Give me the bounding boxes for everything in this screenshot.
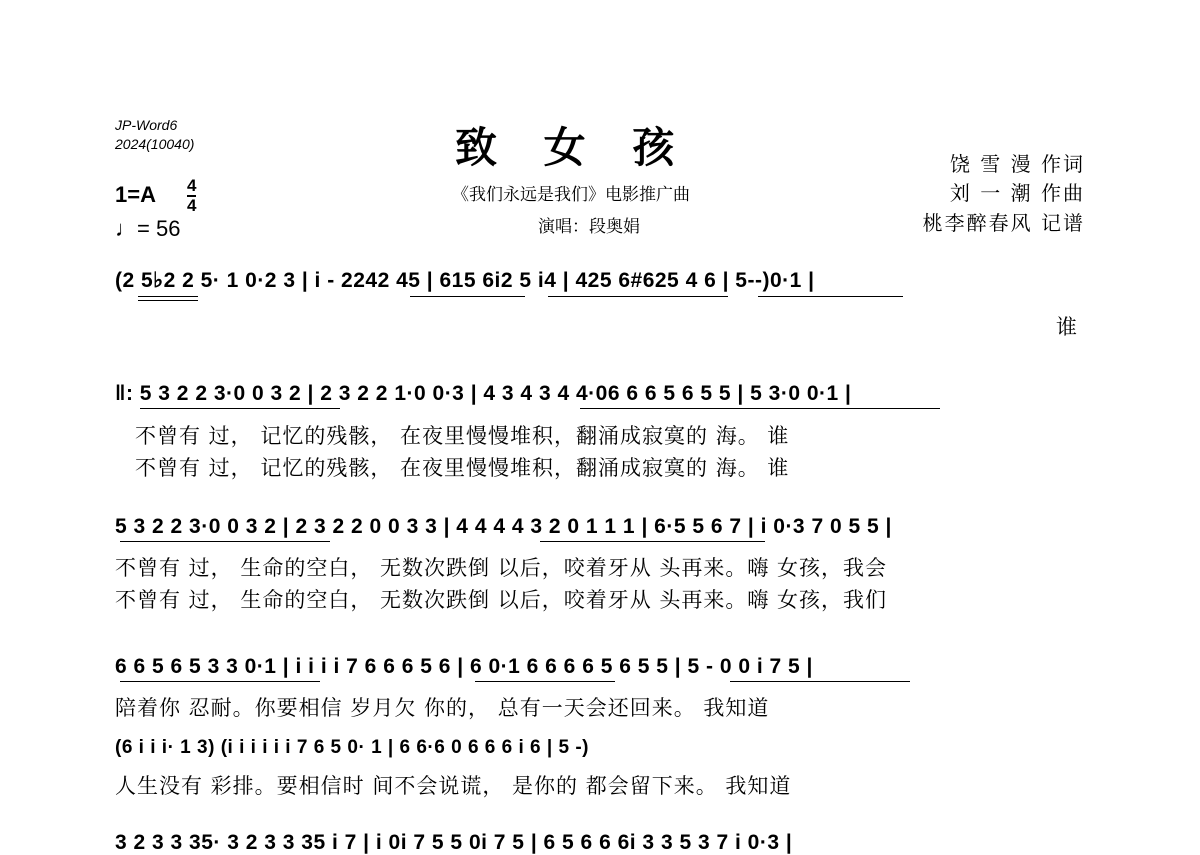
version-label: 2024(10040): [115, 136, 195, 152]
time-signature: [187, 178, 196, 214]
beam-line: [540, 541, 765, 542]
beam-line: [758, 296, 903, 297]
lyric-line-1a: 谁: [1056, 315, 1078, 339]
beam-line: [138, 296, 198, 297]
tempo-marking: ♩= 56: [115, 216, 181, 241]
lyric-line-2a: 不曾有 过， 记忆的残骸， 在夜里慢慢堆积，翻涌成寂寞的 海。 谁: [135, 424, 790, 448]
lyric-line-3b: 不曾有 过， 生命的空白， 无数次跌倒 以后，咬着牙从 头再来。嗨 女孩，我们: [115, 588, 888, 612]
notation-line-5: (6 i i i· 1 3) (i i i i i i 7 6 5 0· 1 | 6 6·6 0 6 6 6 i 6 | 5 -): [115, 737, 589, 758]
beam-line: [730, 681, 910, 682]
composer-credit: 刘 一 潮 作曲: [949, 181, 1085, 205]
beam-line: [120, 541, 330, 542]
lyric-line-5a: 人生没有 彩排。要相信时 间不会说谎， 是你的 都会留下来。 我知道: [115, 774, 792, 798]
notation-line-2: ‖: 5 3 2 2 3·0 0 3 2 | 2 3 2 2 1·0 0·3 | 4 3 4 3 4 4·06 6 6 5 6 5 5 | 5 3·0 0·1 |: [115, 382, 852, 405]
lyric-line-3a: 不曾有 过， 生命的空白， 无数次跌倒 以后，咬着牙从 头再来。嗨 女孩，我会: [115, 556, 888, 580]
beam-line: [140, 408, 340, 409]
singer: 演唱：段奥娟: [538, 217, 640, 237]
notation-line-6: 3 2 3 3 35· 3 2 3 3 35 i 7 | i 0i 7 5 5 0i 7 5 | 6 5 6 6 6i 3 3 5 3 7 i 0·3 |: [115, 831, 793, 854]
time-signature-bottom: 4: [187, 196, 197, 215]
beam-line: [548, 296, 728, 297]
time-signature-top: 4: [187, 176, 197, 195]
page-title: 致 女 孩: [455, 123, 691, 172]
lyric-line-2b: 不曾有 过， 记忆的残骸， 在夜里慢慢堆积，翻涌成寂寞的 海。 谁: [135, 456, 790, 480]
subtitle: 《我们永远是我们》电影推广曲: [452, 185, 690, 205]
beam-line: [580, 408, 940, 409]
software-label: JP-Word6: [115, 117, 178, 133]
transcriber-credit: 桃李醉春风 记谱: [922, 211, 1085, 235]
beam-line: [410, 296, 525, 297]
lyricist-credit: 饶 雪 漫 作词: [949, 152, 1085, 176]
beam-line: [138, 300, 198, 301]
notation-line-3: 5 3 2 2 3·0 0 3 2 | 2 3 2 2 0 0 3 3 | 4 4 4 4 3 2 0 1 1 1 | 6·5 5 6 7 | i 0·3 7 0 5 5 |: [115, 515, 892, 538]
lyric-line-4a: 陪着你 忍耐。你要相信 岁月欠 你的， 总有一天会还回来。 我知道: [115, 696, 770, 720]
beam-line: [475, 681, 615, 682]
beam-line: [120, 681, 320, 682]
notation-line-1: (2 5♭2 2 5· 1 0·2 3 | i - 2242 45 | 615 6i2 5 i4 | 425 6#625 4 6 | 5--)0·1 |: [115, 269, 815, 292]
key-signature: 1=A: [115, 182, 156, 207]
notation-line-4: 6 6 5 6 5 3 3 0·1 | i i i i 7 6 6 6 5 6 | 6 0·1 6 6 6 6 5 6 5 5 | 5 - 0 0 i 7 5 |: [115, 655, 813, 678]
